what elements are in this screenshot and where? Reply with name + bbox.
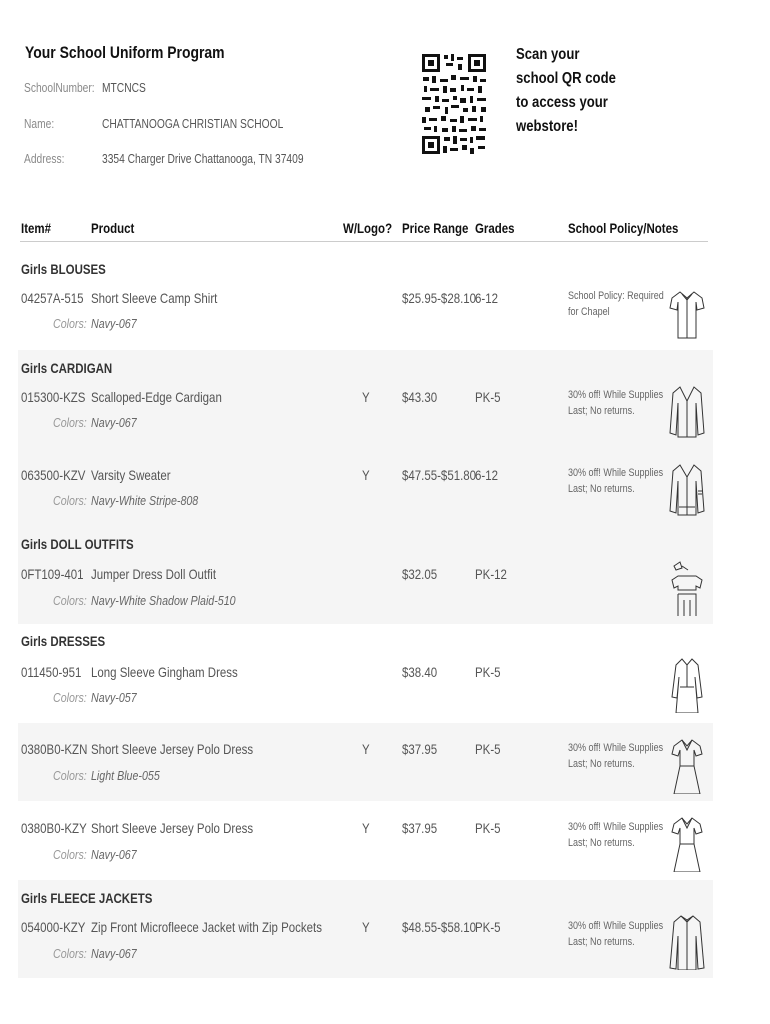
price-range: $48.55-$58.10 (402, 919, 477, 935)
colors-value: Navy-057 (91, 690, 137, 705)
item-number: 0380B0-KZY (21, 820, 87, 836)
item-number: 054000-KZY (21, 919, 86, 935)
colors-value: Light Blue-055 (91, 768, 160, 783)
colors-value: Navy-067 (91, 946, 137, 961)
item-number: 011450-951 (21, 664, 82, 680)
colors-value: Navy-067 (91, 847, 137, 862)
grades: PK-5 (475, 741, 501, 757)
column-header-grades: Grades (475, 220, 515, 236)
camp-shirt-icon[interactable] (668, 286, 706, 342)
grades: PK-5 (475, 820, 501, 836)
price-range: $43.30 (402, 389, 438, 405)
column-header-price: Price Range (402, 220, 469, 236)
policy-note: School Policy: Required for Chapel (568, 290, 664, 318)
price-range: $47.55-$51.80 (402, 467, 477, 483)
product-name[interactable]: Short Sleeve Jersey Polo Dress (91, 741, 254, 757)
policy-note: 30% off! While Supplies Last; No returns. (568, 821, 664, 849)
qr-instructions: Scan your school QR code to access your webstore! (516, 46, 616, 135)
colors-value: Navy-White Stripe-808 (91, 493, 199, 508)
product-name[interactable]: Zip Front Microfleece Jacket with Zip Pockets (91, 919, 322, 935)
category-heading[interactable]: Girls DRESSES (21, 633, 106, 649)
price-range: $38.40 (402, 664, 438, 680)
price-range: $37.95 (402, 820, 438, 836)
product-name[interactable]: Short Sleeve Jersey Polo Dress (91, 820, 254, 836)
price-range: $32.05 (402, 566, 438, 582)
category-heading[interactable]: Girls CARDIGAN (21, 360, 113, 376)
colors-label: Colors: (53, 768, 87, 783)
logo-flag: Y (362, 741, 370, 757)
long-dress-icon[interactable] (668, 657, 706, 713)
grades: PK-5 (475, 919, 501, 935)
product-name[interactable]: Jumper Dress Doll Outfit (91, 566, 217, 582)
school-number-label: SchoolNumber: (24, 81, 95, 95)
item-number: 04257A-515 (21, 290, 84, 306)
fleece-jacket-icon[interactable] (668, 914, 706, 970)
policy-note: 30% off! While Supplies Last; No returns. (568, 920, 664, 948)
category-heading[interactable]: Girls FLEECE JACKETS (21, 890, 153, 906)
grades: PK-12 (475, 566, 507, 582)
grades: PK-5 (475, 664, 501, 680)
price-range: $25.95-$28.10 (402, 290, 477, 306)
item-number: 0FT109-401 (21, 566, 84, 582)
colors-label: Colors: (53, 415, 87, 430)
header-divider (20, 241, 708, 242)
page-title: Your School Uniform Program (25, 43, 225, 62)
sweater-icon[interactable] (668, 461, 706, 517)
logo-flag: Y (362, 467, 370, 483)
logo-flag: Y (362, 820, 370, 836)
colors-label: Colors: (53, 316, 87, 331)
product-name[interactable]: Short Sleeve Camp Shirt (91, 290, 218, 306)
product-name[interactable]: Varsity Sweater (91, 467, 171, 483)
colors-value: Navy-White Shadow Plaid-510 (91, 593, 236, 608)
grades: PK-5 (475, 389, 501, 405)
policy-note: 30% off! While Supplies Last; No returns. (568, 742, 664, 770)
policy-note: 30% off! While Supplies Last; No returns. (568, 389, 664, 417)
cardigan-icon[interactable] (668, 383, 706, 439)
school-name: CHATTANOOGA CHRISTIAN SCHOOL (102, 117, 284, 131)
grades: 6-12 (475, 290, 498, 306)
column-header-product: Product (91, 220, 135, 236)
item-number: 063500-KZV (21, 467, 86, 483)
school-number: MTCNCS (102, 81, 146, 95)
category-heading[interactable]: Girls DOLL OUTFITS (21, 536, 134, 552)
colors-value: Navy-067 (91, 415, 137, 430)
logo-flag: Y (362, 919, 370, 935)
product-name[interactable]: Long Sleeve Gingham Dress (91, 664, 238, 680)
logo-flag: Y (362, 389, 370, 405)
doll-outfit-icon[interactable] (668, 560, 706, 616)
grades: 6-12 (475, 467, 498, 483)
colors-label: Colors: (53, 690, 87, 705)
column-header-item: Item# (21, 220, 51, 236)
polo-dress-icon[interactable] (668, 816, 706, 872)
category-heading[interactable]: Girls BLOUSES (21, 261, 106, 277)
qr-code-icon[interactable] (420, 52, 488, 156)
product-name[interactable]: Scalloped-Edge Cardigan (91, 389, 222, 405)
colors-label: Colors: (53, 946, 87, 961)
school-name-label: Name: (24, 117, 55, 131)
colors-value: Navy-067 (91, 316, 137, 331)
column-header-logo: W/Logo? (343, 220, 393, 236)
address: 3354 Charger Drive Chattanooga, TN 37409 (102, 152, 304, 166)
item-number: 015300-KZS (21, 389, 86, 405)
colors-label: Colors: (53, 593, 87, 608)
column-header-notes: School Policy/Notes (568, 220, 679, 236)
item-number: 0380B0-KZN (21, 741, 88, 757)
colors-label: Colors: (53, 847, 87, 862)
polo-dress-icon[interactable] (668, 738, 706, 794)
address-label: Address: (24, 152, 65, 166)
policy-note: 30% off! While Supplies Last; No returns. (568, 467, 664, 495)
colors-label: Colors: (53, 493, 87, 508)
price-range: $37.95 (402, 741, 438, 757)
